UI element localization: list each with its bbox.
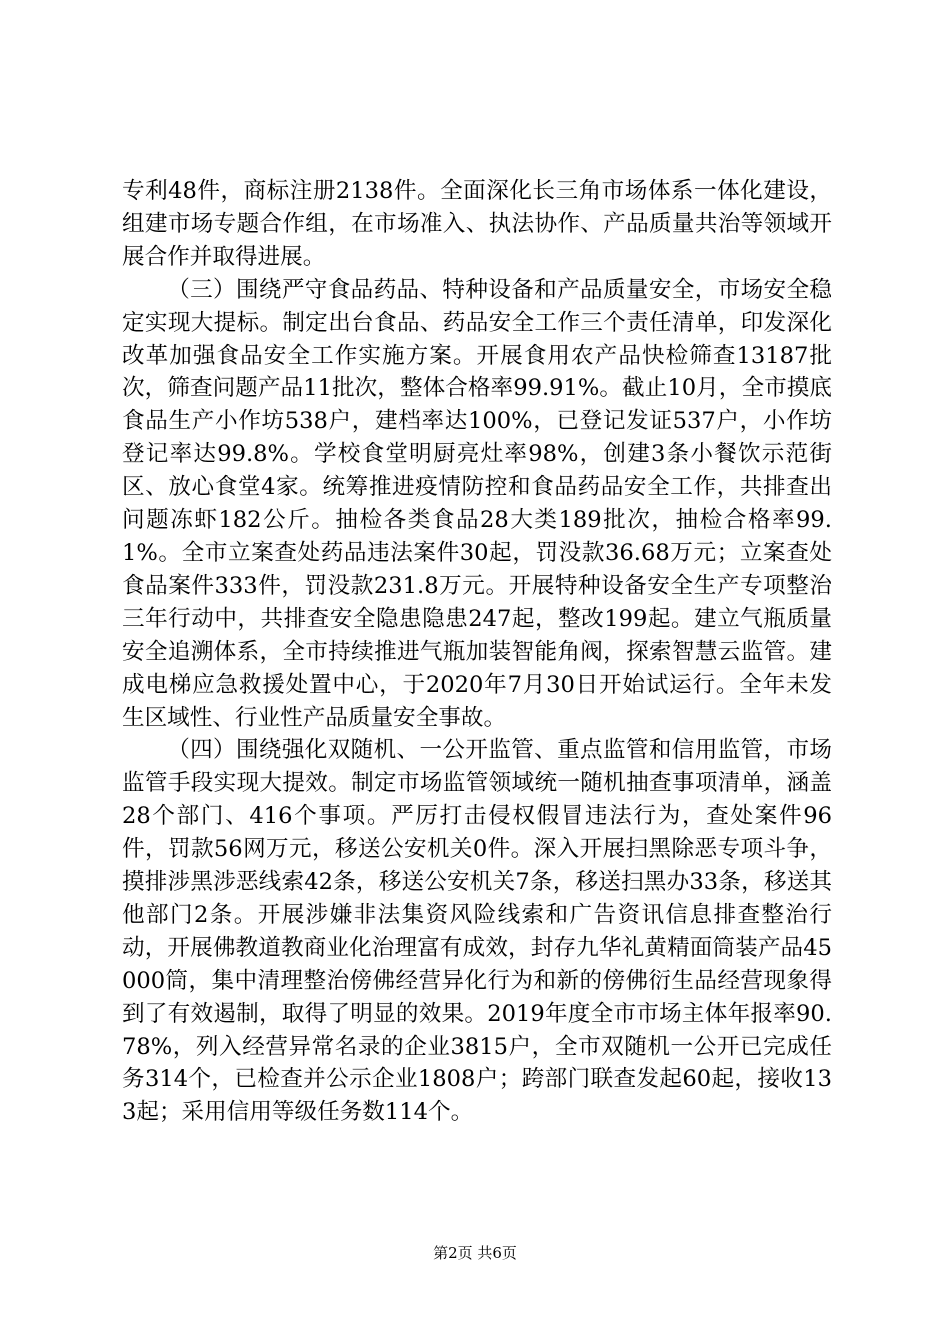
page-footer [0, 1243, 950, 1263]
paragraph-section-4: （四）围绕强化双随机、一公开监管、重点监管和信用监管，市场监管手段实现大提效。制定市场监管领域统一随机抽查事项清单，涵盖28个部门、416个事项。严厉打击侵权假冒违法行为，查处案件96件，罚款56网万元，移送公安机关0件。深入开展扫黑除恶专项斗争，摸排涉黑涉恶线索42条，移送公安机关7条，移送扫黑办33条，移送其他部门2条。开展涉嫌非法集资风险线索和广告资讯信息排查整治行动，开展佛教道教商业化治理富有成效，封存九华礼黄精面筒装产品45000筒，集中清理整治傍佛经营异化行为和新的傍佛衍生品经营现象得到了有效遏制，取得了明显的效果。2019年度全市市场主体年报率90.78%，列入经营异常名录的企业3815户，全市双随机一公开已完成任务314个，已检查并公示企业1808户；跨部门联查发起60起，接收133起；采用信用等级任务数114个。 [122, 737, 832, 1126]
page-number: 第2页 共6页 [433, 1244, 517, 1262]
paragraph-section-3: （三）围绕严守食品药品、特种设备和产品质量安全，市场安全稳定实现大提标。制定出台食品、药品安全工作三个责任清单，印发深化改革加强食品安全工作实施方案。开展食用农产品快检筛查13187批次，筛查问题产品11批次，整体合格率99.91%。截止10月，全市摸底食品生产小作坊538户，建档率达100%，已登记发证537户，小作坊登记率达99.8%。学校食堂明厨亮灶率98%，创建3条小餐饮示范街区、放心食堂4家。统筹推进疫情防控和食品药品安全工作，共排查出问题冻虾182公斤。抽检各类食品28大类189批次，抽检合格率99.1%。全市立案查处药品违法案件30起，罚没款36.68万元；立案查处食品案件333件，罚没款231.8万元。开展特种设备安全生产专项整治三年行动中，共排查安全隐患隐患247起，整改199起。建立气瓶质量安全追溯体系，全市持续推进气瓶加装智能角阀，探索智慧云监管。建成电梯应急救援处置中心，于2020年7月30日开始试运行。全年未发生区域性、行业性产品质量安全事故。 [122, 276, 832, 731]
paragraph-continuation: 专利48件，商标注册2138件。全面深化长三角市场体系一体化建设，组建市场专题合作组，在市场准入、执法协作、产品质量共治等领域开展合作并取得进展。 [122, 178, 832, 270]
document-body [122, 175, 832, 1129]
